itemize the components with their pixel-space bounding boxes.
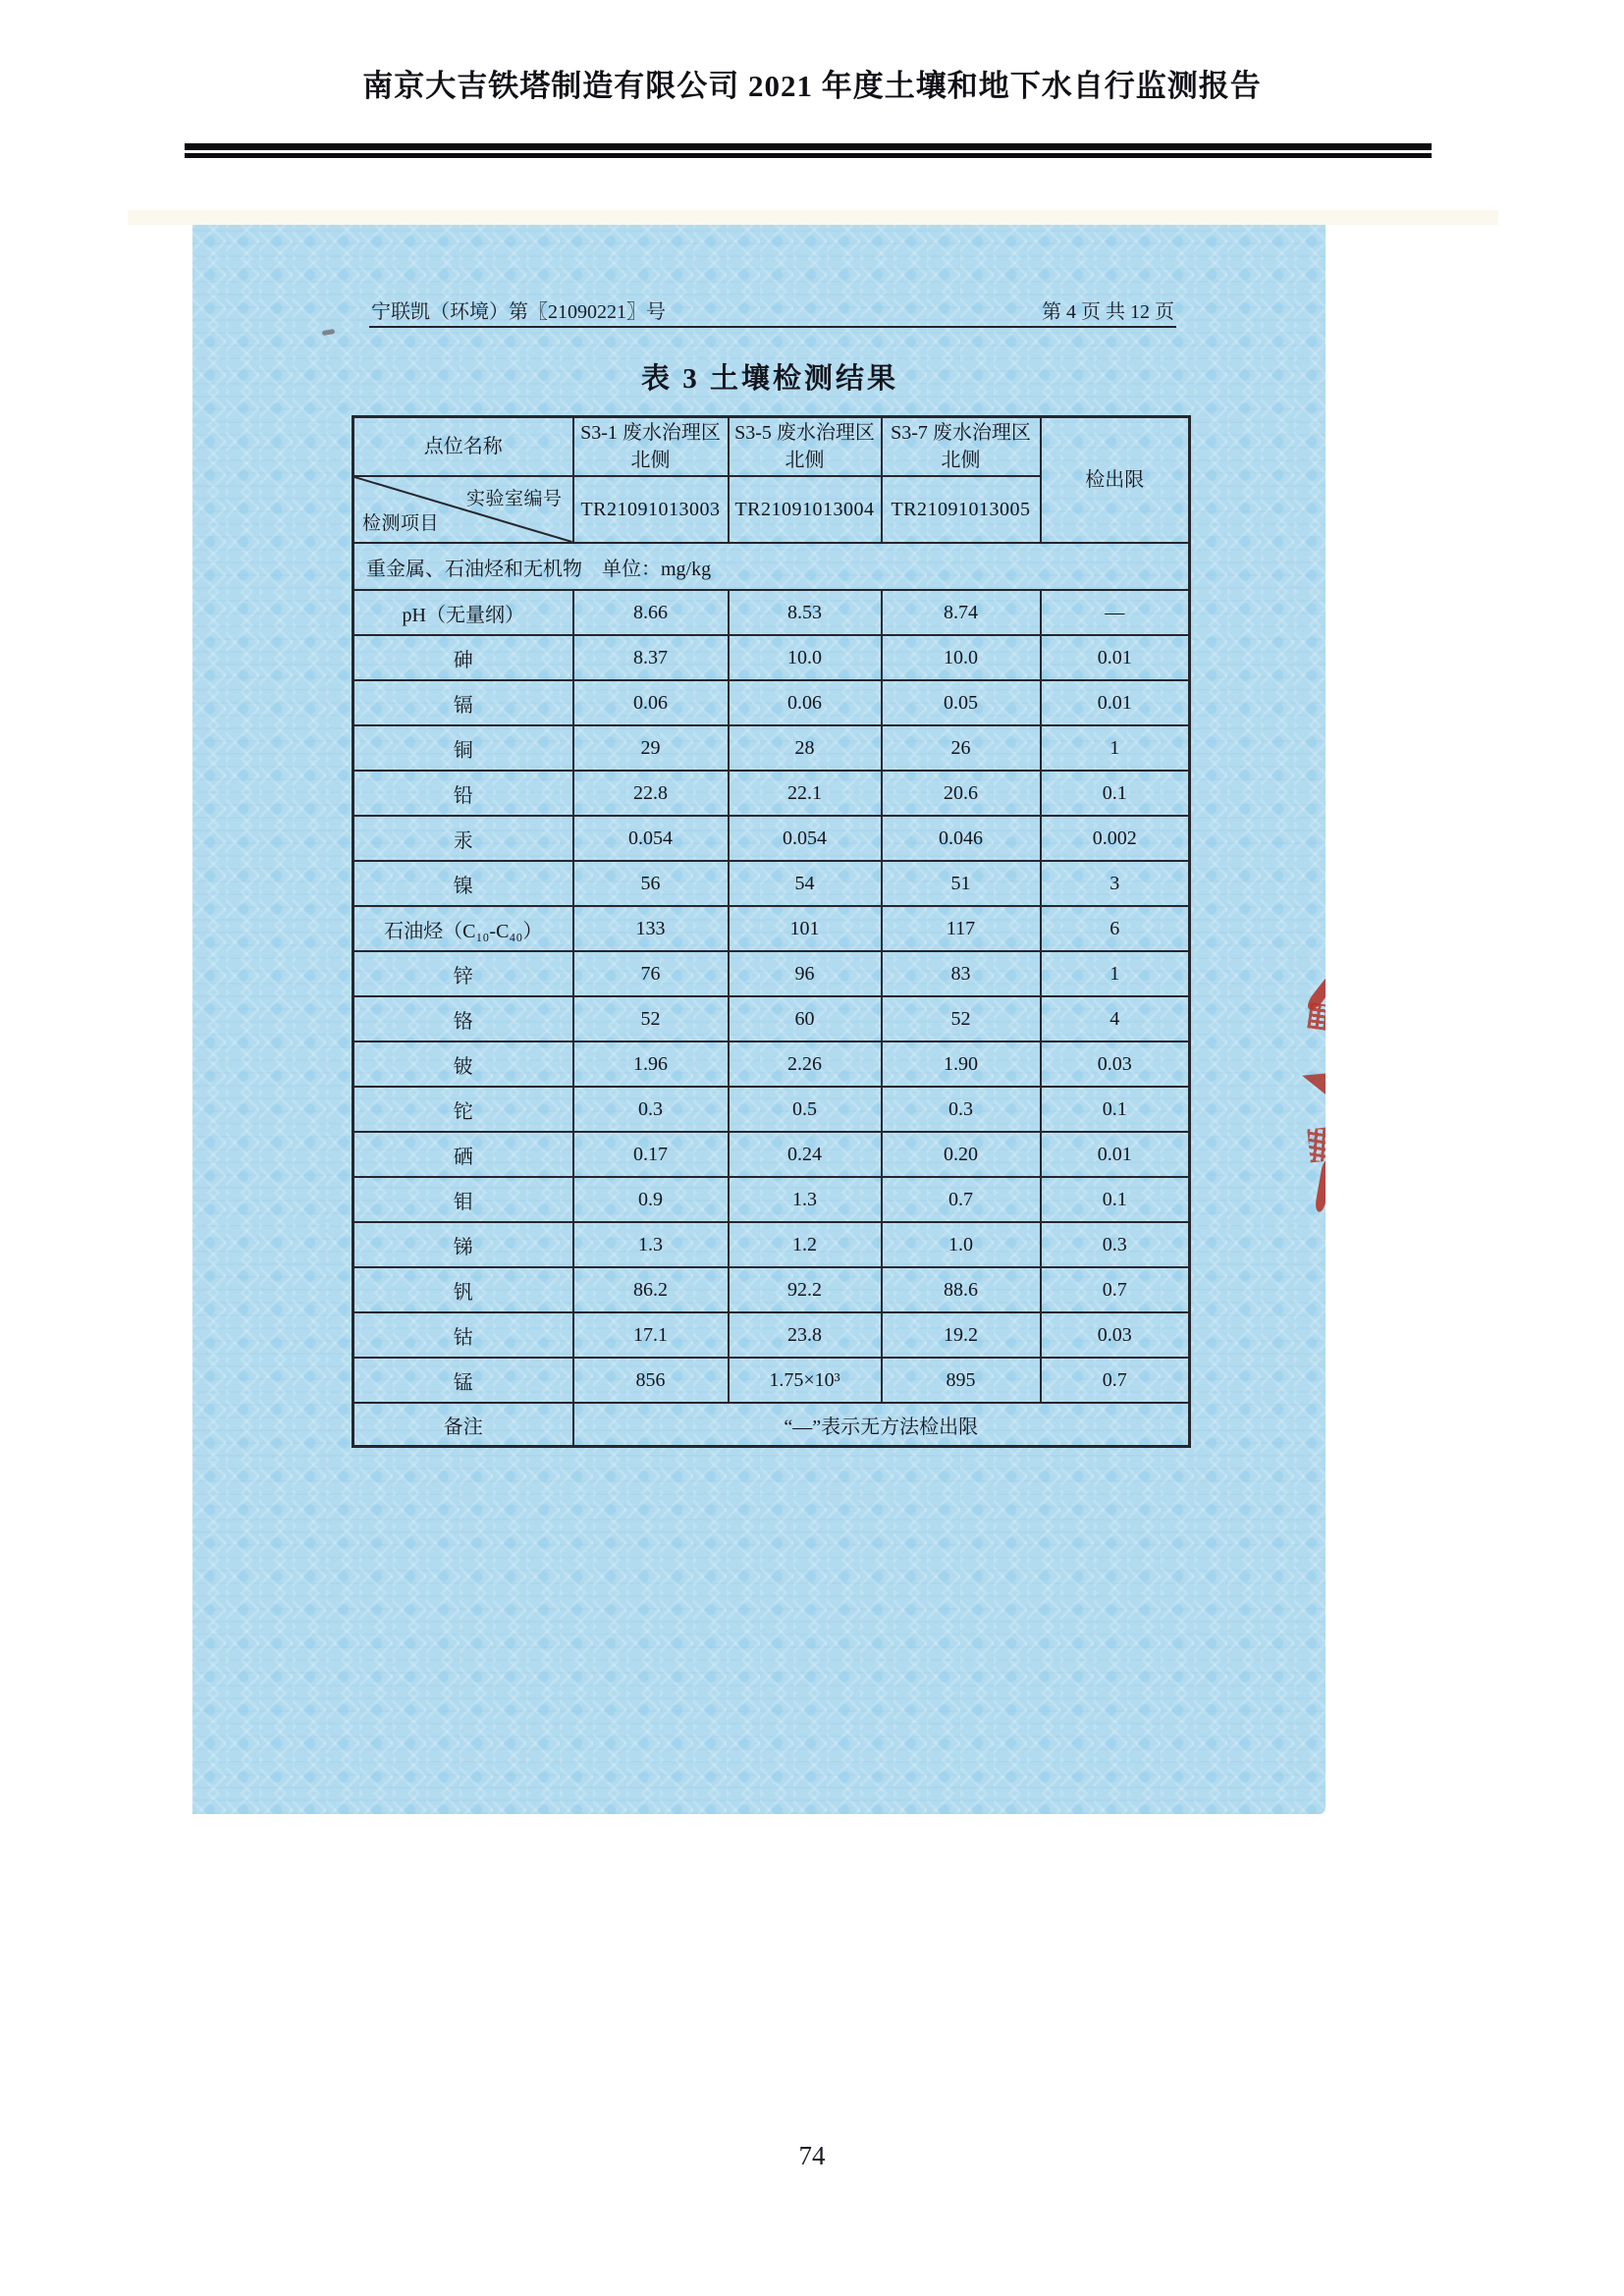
row-label-cell: 钴 bbox=[353, 1312, 573, 1358]
value-cell: 1.3 bbox=[729, 1177, 882, 1222]
value-cell: 1.90 bbox=[882, 1041, 1041, 1087]
page-indicator: 第 4 页 共 12 页 bbox=[1042, 301, 1174, 323]
table-row bbox=[353, 1087, 1190, 1132]
limit-cell: 0.01 bbox=[1041, 680, 1190, 725]
value-cell: 10.0 bbox=[729, 635, 882, 680]
value-cell: 0.24 bbox=[729, 1132, 882, 1177]
value-cell: 117 bbox=[882, 906, 1041, 951]
stamp-fragment-icon bbox=[1314, 1159, 1326, 1213]
table-row bbox=[353, 680, 1190, 725]
value-cell: 1.3 bbox=[573, 1222, 729, 1267]
row-label-cell: 锑 bbox=[353, 1222, 573, 1267]
doc-header-row bbox=[371, 295, 1174, 324]
value-cell: 60 bbox=[729, 996, 882, 1041]
value-cell: 0.3 bbox=[882, 1087, 1041, 1132]
limit-cell: 1 bbox=[1041, 725, 1190, 771]
table-row bbox=[353, 861, 1190, 906]
report-header-title: 南京大吉铁塔制造有限公司 2021 年度土壤和地下水自行监测报告 bbox=[362, 69, 1262, 103]
limit-cell: 0.7 bbox=[1041, 1267, 1190, 1312]
value-cell: 86.2 bbox=[573, 1267, 729, 1312]
value-cell: 29 bbox=[573, 725, 729, 771]
limit-cell: 0.1 bbox=[1041, 1087, 1190, 1132]
table-row bbox=[353, 590, 1190, 635]
value-cell: 22.8 bbox=[573, 771, 729, 816]
scan-edge-tint bbox=[128, 210, 1498, 225]
limit-cell: 3 bbox=[1041, 861, 1190, 906]
limit-cell: 0.7 bbox=[1041, 1358, 1190, 1403]
value-cell: 54 bbox=[729, 861, 882, 906]
table-row bbox=[353, 1222, 1190, 1267]
value-cell: 76 bbox=[573, 951, 729, 996]
value-cell: 856 bbox=[573, 1358, 729, 1403]
value-cell: 52 bbox=[882, 996, 1041, 1041]
row-label-cell: 铅 bbox=[353, 771, 573, 816]
sample-point-cell: S3-7 废水治理区北侧 bbox=[882, 417, 1041, 477]
row-label-cell: 钒 bbox=[353, 1267, 573, 1312]
limit-cell: 0.002 bbox=[1041, 816, 1190, 861]
limit-cell: 0.03 bbox=[1041, 1312, 1190, 1358]
limit-cell: 0.01 bbox=[1041, 635, 1190, 680]
value-cell: 8.66 bbox=[573, 590, 729, 635]
value-cell: 1.75×10³ bbox=[729, 1358, 882, 1403]
value-cell: 0.054 bbox=[573, 816, 729, 861]
value-cell: 83 bbox=[882, 951, 1041, 996]
table-row bbox=[353, 1358, 1190, 1403]
limit-cell: 1 bbox=[1041, 951, 1190, 996]
table-row bbox=[353, 1041, 1190, 1087]
value-cell: 51 bbox=[882, 861, 1041, 906]
value-cell: 28 bbox=[729, 725, 882, 771]
value-cell: 895 bbox=[882, 1358, 1041, 1403]
table-row bbox=[353, 996, 1190, 1041]
row-label-cell: 锰 bbox=[353, 1358, 573, 1403]
value-cell: 0.20 bbox=[882, 1132, 1041, 1177]
table-row bbox=[353, 1312, 1190, 1358]
value-cell: 1.96 bbox=[573, 1041, 729, 1087]
row-label-cell: 铬 bbox=[353, 996, 573, 1041]
limit-cell: 0.1 bbox=[1041, 771, 1190, 816]
limit-cell: 4 bbox=[1041, 996, 1190, 1041]
lab-id-cell: TR21091013004 bbox=[729, 476, 882, 543]
row-label-cell: 铊 bbox=[353, 1087, 573, 1132]
value-cell: 20.6 bbox=[882, 771, 1041, 816]
header-row-points bbox=[353, 417, 1190, 477]
value-cell: 1.0 bbox=[882, 1222, 1041, 1267]
value-cell: 0.05 bbox=[882, 680, 1041, 725]
limit-cell: 6 bbox=[1041, 906, 1190, 951]
doc-header-underline bbox=[369, 326, 1176, 328]
scanned-document bbox=[192, 225, 1326, 1814]
value-cell: 96 bbox=[729, 951, 882, 996]
diagonal-corner-cell bbox=[353, 476, 573, 543]
row-label-cell: 铍 bbox=[353, 1041, 573, 1087]
value-cell: 52 bbox=[573, 996, 729, 1041]
row-label-cell: 石油烃（C₁₀-C₄₀） bbox=[353, 906, 573, 951]
section-header-row bbox=[353, 543, 1190, 590]
remark-text-cell: “—”表示无方法检出限 bbox=[573, 1403, 1190, 1447]
detection-limit-header-cell: 检出限 bbox=[1041, 417, 1190, 544]
table-row bbox=[353, 725, 1190, 771]
value-cell: 88.6 bbox=[882, 1267, 1041, 1312]
value-cell: 8.37 bbox=[573, 635, 729, 680]
value-cell: 10.0 bbox=[882, 635, 1041, 680]
value-cell: 2.26 bbox=[729, 1041, 882, 1087]
row-label-cell: 镉 bbox=[353, 680, 573, 725]
table-row bbox=[353, 906, 1190, 951]
value-cell: 22.1 bbox=[729, 771, 882, 816]
table-row bbox=[353, 1177, 1190, 1222]
section-header-cell: 重金属、石油烃和无机物 单位：mg/kg bbox=[353, 543, 1190, 590]
value-cell: 8.53 bbox=[729, 590, 882, 635]
stamp-fragment-icon bbox=[1299, 1066, 1326, 1097]
limit-cell: — bbox=[1041, 590, 1190, 635]
point-name-header-cell: 点位名称 bbox=[353, 417, 573, 477]
scan-speck bbox=[322, 329, 336, 336]
table-row bbox=[353, 635, 1190, 680]
value-cell: 101 bbox=[729, 906, 882, 951]
value-cell: 0.17 bbox=[573, 1132, 729, 1177]
sample-point-cell: S3-5 废水治理区北侧 bbox=[729, 417, 882, 477]
table-title: 表 3 土壤检测结果 bbox=[640, 363, 898, 395]
value-cell: 8.74 bbox=[882, 590, 1041, 635]
remark-label-cell: 备注 bbox=[353, 1403, 573, 1447]
row-label-cell: pH（无量纲） bbox=[353, 590, 573, 635]
stamp-fragment-icon bbox=[1307, 1127, 1326, 1163]
row-label-cell: 砷 bbox=[353, 635, 573, 680]
sample-point-cell: S3-1 废水治理区北侧 bbox=[573, 417, 729, 477]
value-cell: 0.054 bbox=[729, 816, 882, 861]
table-row bbox=[353, 1267, 1190, 1312]
row-label-cell: 铜 bbox=[353, 725, 573, 771]
row-label-cell: 锌 bbox=[353, 951, 573, 996]
page-number: 74 bbox=[798, 2141, 826, 2170]
table-row bbox=[353, 816, 1190, 861]
table-row bbox=[353, 951, 1190, 996]
value-cell: 17.1 bbox=[573, 1312, 729, 1358]
value-cell: 0.06 bbox=[729, 680, 882, 725]
value-cell: 1.2 bbox=[729, 1222, 882, 1267]
stamp-fragment-icon bbox=[1307, 1002, 1326, 1031]
row-label-cell: 镍 bbox=[353, 861, 573, 906]
value-cell: 0.5 bbox=[729, 1087, 882, 1132]
value-cell: 133 bbox=[573, 906, 729, 951]
value-cell: 26 bbox=[882, 725, 1041, 771]
document-number: 宁联凯（环境）第〖21090221〗号 bbox=[371, 301, 666, 323]
value-cell: 0.3 bbox=[573, 1087, 729, 1132]
remark-row bbox=[353, 1403, 1190, 1447]
row-label-cell: 汞 bbox=[353, 816, 573, 861]
table-row bbox=[353, 1132, 1190, 1177]
value-cell: 23.8 bbox=[729, 1312, 882, 1358]
value-cell: 0.9 bbox=[573, 1177, 729, 1222]
value-cell: 0.7 bbox=[882, 1177, 1041, 1222]
value-cell: 56 bbox=[573, 861, 729, 906]
row-label-cell: 硒 bbox=[353, 1132, 573, 1177]
value-cell: 0.046 bbox=[882, 816, 1041, 861]
lab-id-corner-label: 实验室编号 bbox=[465, 489, 563, 509]
header-divider bbox=[185, 143, 1432, 158]
value-cell: 19.2 bbox=[882, 1312, 1041, 1358]
limit-cell: 0.3 bbox=[1041, 1222, 1190, 1267]
soil-results-table bbox=[352, 415, 1191, 1448]
value-cell: 0.06 bbox=[573, 680, 729, 725]
lab-id-cell: TR21091013003 bbox=[573, 476, 729, 543]
value-cell: 92.2 bbox=[729, 1267, 882, 1312]
limit-cell: 0.03 bbox=[1041, 1041, 1190, 1087]
table-row bbox=[353, 771, 1190, 816]
row-label-cell: 钼 bbox=[353, 1177, 573, 1222]
lab-id-cell: TR21091013005 bbox=[882, 476, 1041, 543]
limit-cell: 0.01 bbox=[1041, 1132, 1190, 1177]
limit-cell: 0.1 bbox=[1041, 1177, 1190, 1222]
test-item-corner-label: 检测项目 bbox=[362, 513, 440, 534]
